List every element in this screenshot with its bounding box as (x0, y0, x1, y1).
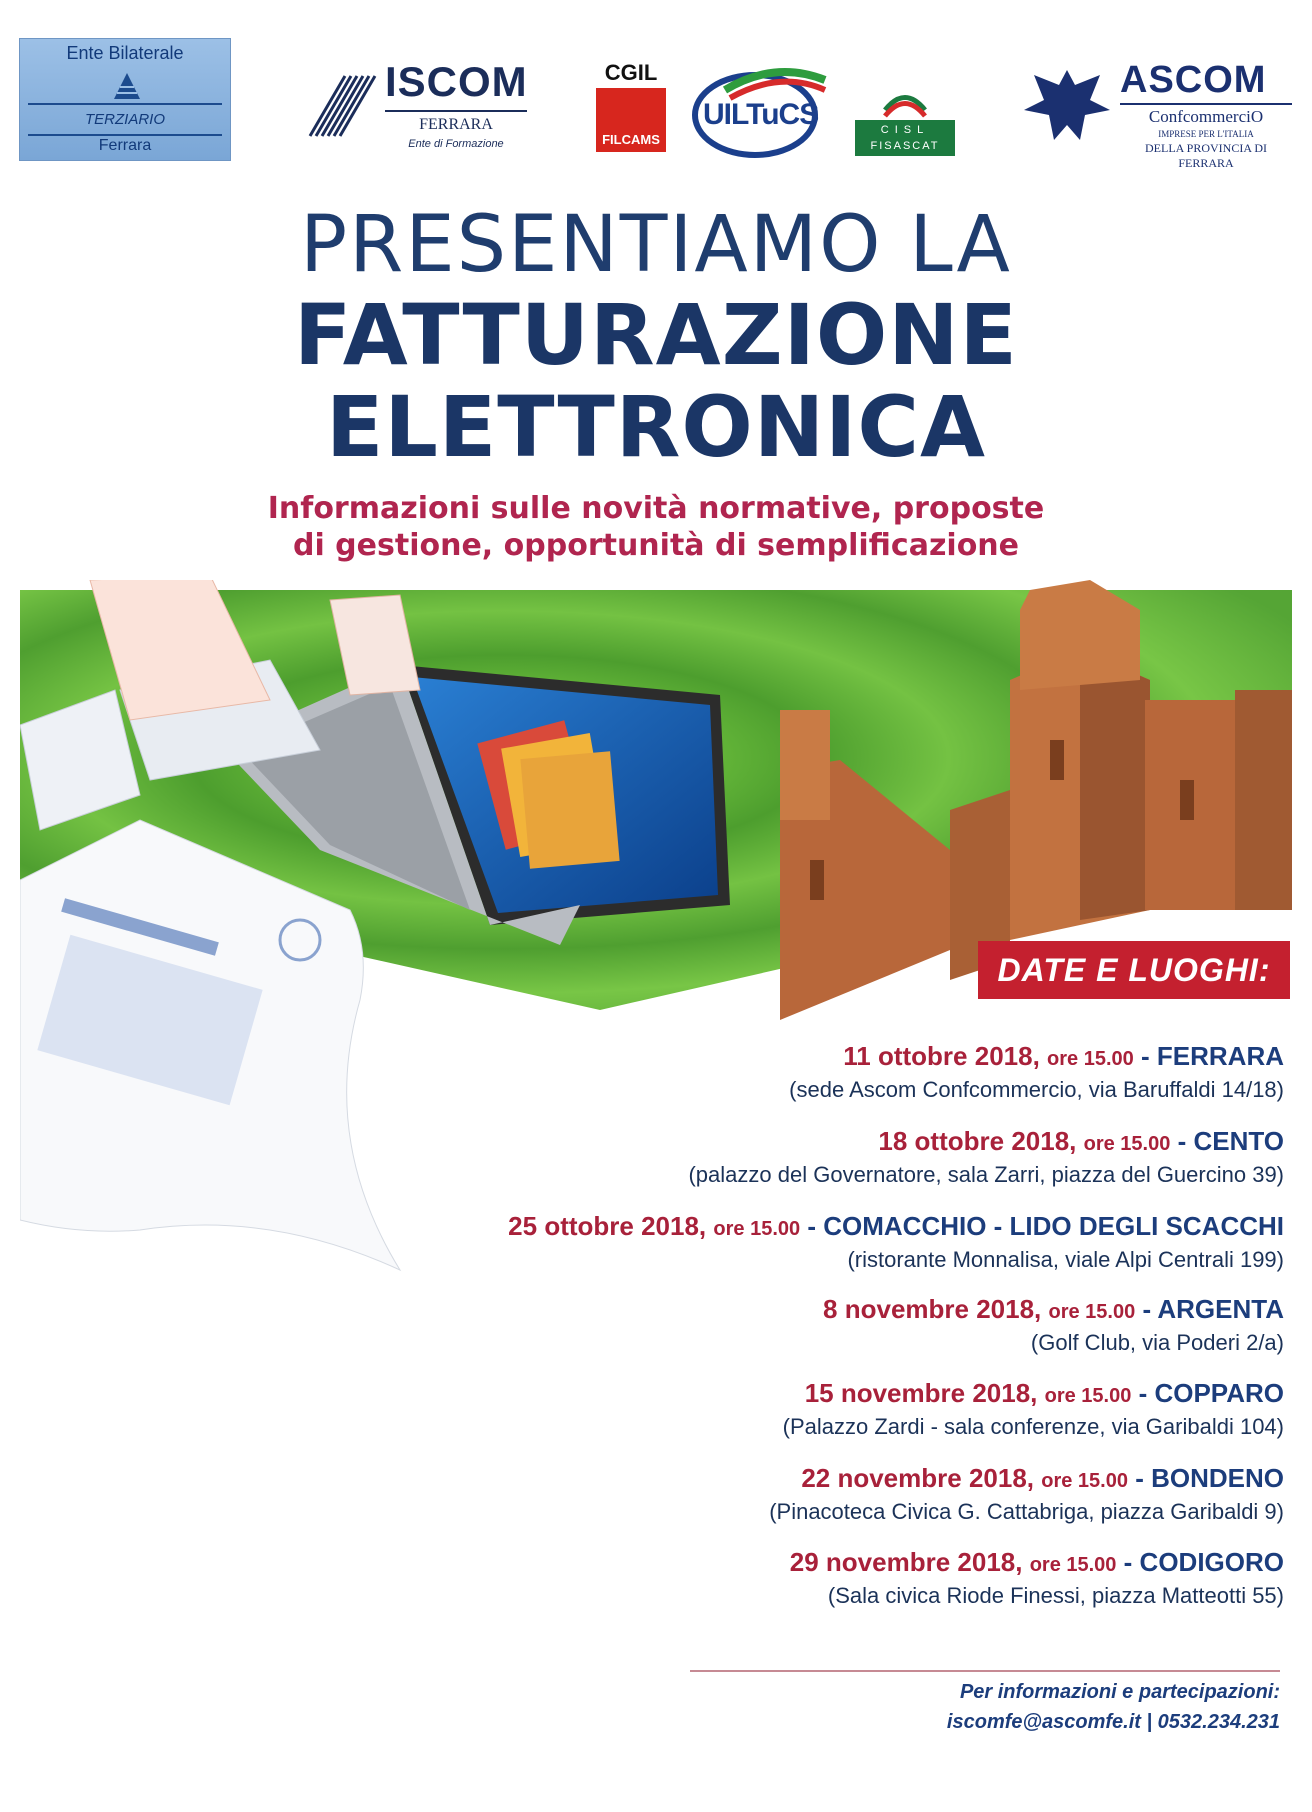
cisl-line1: CISL (880, 124, 930, 136)
event-separator: - (800, 1211, 824, 1241)
event-item (384, 1210, 1284, 1275)
ente-line1: Ente Bilaterale (66, 43, 184, 63)
ascom-logo (1020, 55, 1300, 170)
event-city: COPPARO (1154, 1378, 1284, 1408)
cisl-flag-icon (855, 80, 955, 120)
cgil-sub: FILCAMS (602, 132, 660, 147)
cisl-logo (855, 80, 955, 160)
event-item (384, 1546, 1284, 1611)
cgil-logo (590, 60, 672, 156)
event-city: CODIGORO (1139, 1547, 1284, 1577)
event-time: ore 15.00 (713, 1218, 801, 1240)
event-separator: - (1133, 1041, 1157, 1071)
event-separator: - (1127, 1463, 1152, 1493)
ascom-line (1120, 103, 1292, 105)
ente-band2 (28, 134, 222, 136)
info-separator (690, 1670, 1280, 1672)
iscom-stripes-icon (300, 66, 380, 146)
event-place: (Palazzo Zardi - sala conferenze, via Garibaldi 104) (782, 1414, 1284, 1439)
event-city: CENTO (1193, 1126, 1284, 1156)
iscom-line (385, 110, 527, 112)
event-place: (Golf Club, via Poderi 2/a) (1030, 1330, 1284, 1355)
cisl-line2: FISASCAT (870, 140, 940, 152)
uiltucs-logo (685, 60, 835, 160)
event-heading (384, 1462, 1284, 1497)
event-place: (palazzo del Governatore, sala Zarri, piazza del Guercino 39) (688, 1162, 1284, 1187)
subtitle (200, 490, 1112, 564)
event-date: 18 ottobre 2018, (878, 1126, 1077, 1156)
event-city: FERRARA (1156, 1041, 1284, 1071)
event-time: ore 15.00 (1047, 1048, 1134, 1070)
uiltucs-name: UILTuCS (703, 98, 819, 131)
ascom-name: ASCOM (1120, 59, 1267, 101)
iscom-city: FERRARA (419, 116, 493, 133)
iscom-name: ISCOM (385, 58, 528, 105)
info-line1: Per informazioni e partecipazioni: (959, 1681, 1280, 1703)
event-place: (ristorante Monnalisa, viale Alpi Centrali 199) (847, 1247, 1284, 1272)
event-item (384, 1125, 1284, 1190)
event-date: 11 ottobre 2018, (843, 1041, 1040, 1071)
event-date: 15 novembre 2018, (804, 1378, 1038, 1408)
event-time: ore 15.00 (1044, 1385, 1132, 1407)
event-city: BONDENO (1151, 1463, 1284, 1493)
ente-line2: TERZIARIO (84, 111, 165, 128)
event-heading (384, 1377, 1284, 1412)
eagle-icon (1020, 60, 1115, 150)
event-time: ore 15.00 (1048, 1301, 1136, 1323)
event-heading (384, 1293, 1284, 1328)
event-place: (Pinacoteca Civica G. Cattabriga, piazza Garibaldi 9) (769, 1499, 1284, 1524)
event-date: 8 novembre 2018, (823, 1294, 1042, 1324)
title-line3: ELETTRONICA (325, 378, 987, 476)
event-item (384, 1377, 1284, 1442)
event-heading (384, 1125, 1284, 1160)
ascom-line3: DELLA PROVINCIA DI FERRARA (1145, 141, 1267, 170)
subtitle-line1: Informazioni sulle novità normative, proposte (267, 491, 1045, 526)
event-place: (Sala civica Riode Finessi, piazza Matteotti 55) (827, 1583, 1284, 1608)
pyramid-icon (112, 71, 142, 101)
event-city: COMACCHIO - LIDO DEGLI SCACCHI (823, 1211, 1284, 1241)
ente-bilaterale-logo (19, 38, 231, 161)
ente-line3: Ferrara (98, 137, 152, 154)
event-time: ore 15.00 (1029, 1554, 1117, 1576)
event-time: ore 15.00 (1041, 1470, 1128, 1492)
event-separator: - (1135, 1294, 1158, 1324)
ascom-line1: ConfcommerciO (1148, 107, 1264, 126)
iscom-sub: Ente di Formazione (408, 138, 504, 150)
event-heading (384, 1040, 1284, 1075)
event-item (384, 1293, 1284, 1358)
ascom-line2: IMPRESE PER L'ITALIA (1158, 129, 1254, 139)
event-city: ARGENTA (1157, 1294, 1284, 1324)
event-time: ore 15.00 (1083, 1133, 1171, 1155)
event-separator: - (1131, 1378, 1155, 1408)
event-heading (384, 1210, 1284, 1245)
subtitle-line2: di gestione, opportunità di semplificazione (292, 528, 1020, 563)
event-date: 25 ottobre 2018, (508, 1211, 707, 1241)
info-contact[interactable]: iscomfe@ascomfe.it | 0532.234.231 (946, 1711, 1280, 1733)
cgil-name: CGIL (604, 60, 658, 85)
event-separator: - (1116, 1547, 1140, 1577)
iscom-logo (300, 58, 530, 168)
ente-band (28, 103, 222, 105)
event-place: (sede Ascom Confcommercio, via Baruffaldi 14/18) (789, 1077, 1284, 1102)
title-line2: FATTURAZIONE (294, 286, 1018, 384)
event-date: 22 novembre 2018, (801, 1463, 1035, 1493)
event-date: 29 novembre 2018, (789, 1547, 1023, 1577)
event-item (384, 1462, 1284, 1527)
event-separator: - (1170, 1126, 1194, 1156)
title-line1: PRESENTIAMO LA (300, 200, 1012, 290)
dates-banner: DATE E LUOGHI: (978, 941, 1290, 999)
event-item (384, 1040, 1284, 1105)
event-heading (384, 1546, 1284, 1581)
